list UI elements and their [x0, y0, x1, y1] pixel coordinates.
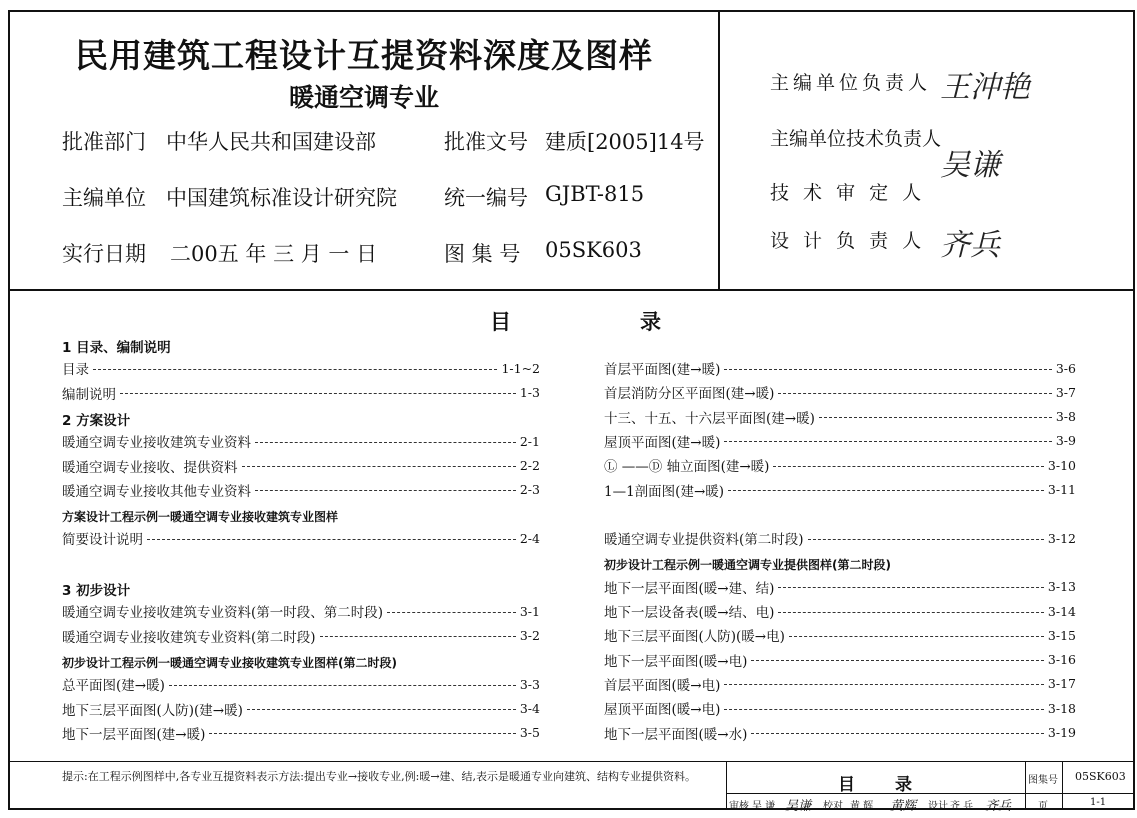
- editor: 中国建筑标准设计研究院: [166, 186, 397, 210]
- toc-entry-page: 3-16: [1047, 652, 1076, 668]
- toc-entry[interactable]: [604, 625, 1076, 645]
- toc-leader-line: [724, 684, 1044, 685]
- toc-entry-page: 2-1: [519, 433, 540, 449]
- toc-entry-label: 简要设计说明: [62, 532, 143, 549]
- toc-entry[interactable]: [62, 674, 540, 694]
- approve-dept: 中华人民共和国建设部: [166, 130, 376, 154]
- design-label: 设计: [928, 801, 948, 812]
- toc-entry-label: 编制说明: [62, 386, 116, 403]
- toc-entry[interactable]: [604, 674, 1076, 694]
- toc-entry-label: 总平面图(建→暖): [62, 678, 165, 695]
- toc-entry-label: Ⓛ ——Ⓓ 轴立面图(建→暖): [604, 459, 770, 476]
- toc-leader-line: [778, 612, 1044, 613]
- toc-leader-line: [773, 466, 1043, 467]
- responsible-signature: 王沖艳: [940, 70, 1030, 105]
- toc-entry-page: 2-2: [519, 458, 540, 473]
- toc-section-heading: 2 方案设计: [62, 412, 131, 429]
- toc-entry[interactable]: [62, 431, 540, 451]
- toc-entry-label: 暖通空调专业接收其他专业资料: [62, 483, 251, 500]
- toc-entry-label: 屋顶平面图(建→暖): [604, 434, 721, 451]
- toc-title-right: 录: [640, 310, 661, 334]
- toc-leader-line: [147, 539, 516, 540]
- toc-entry-label: 十三、十五、十六层平面图(建→暖): [604, 410, 815, 427]
- review-name: 吴 谦: [752, 801, 776, 812]
- editor-label: 主编单位: [62, 186, 146, 210]
- toc-leader-line: [169, 685, 516, 686]
- toc-leader-line: [778, 393, 1052, 394]
- toc-entry[interactable]: [604, 528, 1076, 548]
- toc-subsection-heading: 初步设计工程示例一暖通空调专业提供图样(第二时段): [604, 558, 891, 573]
- sheet-title: 目录: [838, 775, 952, 795]
- responsible-signature: 齐兵: [940, 228, 1000, 263]
- toc-entry[interactable]: [604, 698, 1076, 718]
- toc-entry-page: 3-19: [1047, 725, 1076, 740]
- toc-leader-line: [255, 442, 516, 443]
- design-name: 齐 兵: [950, 801, 974, 812]
- date-label: 实行日期: [62, 242, 146, 266]
- toc-entry-page: 3-3: [519, 676, 540, 692]
- toc-entry-page: 3-7: [1055, 384, 1076, 400]
- toc-entry-page: 3-17: [1047, 676, 1076, 692]
- toc-title-left: 目: [490, 310, 511, 334]
- toc-entry-label: 暖通空调专业接收建筑专业资料: [62, 435, 251, 452]
- toc-entry-page: 3-5: [519, 725, 540, 741]
- unified-no: GJBT-815: [545, 182, 645, 206]
- toc-entry[interactable]: [604, 723, 1076, 743]
- toc-entry-label: 地下一层设备表(暖→结、电): [604, 605, 775, 621]
- toc-leader-line: [819, 417, 1052, 418]
- toc-entry-label: 地下一层平面图(暖→建、结): [604, 580, 775, 597]
- toc-leader-line: [778, 587, 1044, 588]
- toc-entry[interactable]: [604, 577, 1076, 597]
- page-label: 页: [1038, 801, 1048, 812]
- toc-leader-line: [751, 733, 1044, 734]
- footer-note: 提示:在工程示例图样中,各专业互提资料表示方法:提出专业→接收专业,例:暖→建、结,表示是暖通专业向建筑、结构专业提供资料。: [62, 770, 697, 783]
- toc-leader-line: [242, 466, 516, 467]
- toc-entry-page: 3-8: [1055, 409, 1076, 425]
- toc-entry-label: 屋顶平面图(暖→电): [604, 702, 721, 719]
- toc-entry-label: 地下三层平面图(人防)(建→暖): [62, 702, 243, 719]
- toc-entry-label: 首层平面图(建→暖): [604, 362, 721, 378]
- toc-entry[interactable]: [604, 431, 1076, 451]
- toc-entry-page: 2-4: [519, 530, 540, 546]
- toc-entry-label: 地下一层平面图(暖→水): [604, 726, 748, 743]
- toc-entry-page: 3-13: [1047, 579, 1076, 595]
- toc-entry-page: 3-9: [1055, 433, 1076, 449]
- toc-leader-line: [724, 709, 1044, 710]
- toc-subsection-heading: 方案设计工程示例一暖通空调专业接收建筑专业图样: [62, 510, 339, 525]
- toc-entry[interactable]: [62, 626, 540, 646]
- toc-leader-line: [724, 369, 1052, 370]
- toc-entry-label: 地下一层平面图(建→暖): [62, 726, 206, 743]
- page-number: 1-1: [1090, 797, 1107, 808]
- toc-entry[interactable]: [62, 723, 540, 743]
- toc-entry-page: 3-6: [1055, 360, 1076, 376]
- toc-entry-page: 3-2: [519, 628, 540, 644]
- toc-entry[interactable]: [62, 383, 540, 403]
- document-subtitle: 暖通空调专业: [288, 83, 439, 112]
- review-signature: 吴谦: [785, 799, 812, 814]
- toc-leader-line: [724, 441, 1052, 442]
- toc-leader-line: [320, 636, 516, 637]
- atlas-no: 05SK603: [545, 238, 642, 262]
- toc-entry-label: 地下三层平面图(人防)(暖→电): [604, 629, 785, 646]
- responsible-signature: 吴谦: [940, 148, 1000, 183]
- toc-entry-label: 1—1剖面图(建→暖): [604, 483, 725, 500]
- approve-no-label: 批准文号: [444, 130, 528, 154]
- responsible-role: 主编单位负责人: [770, 72, 932, 94]
- approve-dept-label: 批准部门: [62, 130, 146, 154]
- toc-entry[interactable]: [62, 601, 540, 621]
- toc-subsection-heading: 初步设计工程示例一暖通空调专业接收建筑专业图样(第二时段): [62, 655, 397, 670]
- toc-entry-label: 目录: [62, 362, 89, 379]
- footer-vertical-divider: [1025, 761, 1026, 810]
- toc-entry[interactable]: [604, 382, 1076, 402]
- check-signature: 黄辉: [890, 799, 917, 814]
- toc-leader-line: [387, 612, 516, 613]
- toc-leader-line: [728, 490, 1044, 491]
- toc-entry-label: 首层平面图(暖→电): [604, 677, 721, 694]
- toc-entry-label: 首层消防分区平面图(建→暖): [604, 386, 775, 403]
- toc-entry-page: 1-3: [519, 385, 540, 401]
- toc-entry[interactable]: [62, 480, 540, 500]
- review-label: 审核: [729, 801, 749, 812]
- toc-leader-line: [808, 539, 1044, 540]
- footer-divider: [8, 761, 1135, 762]
- toc-leader-line: [120, 393, 516, 394]
- toc-entry-label: 暖通空调专业提供资料(第二时段): [604, 532, 804, 549]
- unified-no-label: 统一编号: [444, 186, 528, 210]
- footer-vertical-divider: [726, 761, 727, 810]
- toc-entry-page: 3-4: [519, 701, 540, 716]
- responsible-role: 主编单位技术负责人: [770, 128, 942, 150]
- toc-entry[interactable]: [604, 480, 1076, 500]
- toc-entry[interactable]: [62, 456, 540, 476]
- check-label: 校对: [823, 801, 843, 812]
- toc-entry-page: 3-18: [1047, 700, 1076, 716]
- toc-leader-line: [751, 660, 1044, 661]
- toc-entry-page: 3-14: [1047, 603, 1076, 619]
- toc-entry[interactable]: [604, 455, 1076, 475]
- toc-entry[interactable]: [604, 601, 1076, 621]
- toc-entry-page: 2-3: [519, 482, 540, 498]
- toc-section-heading: 3 初步设计: [62, 583, 131, 599]
- toc-entry-label: 暖通空调专业接收建筑专业资料(第一时段、第二时段): [62, 605, 384, 622]
- responsible-role: 技 术 审 定 人: [770, 182, 926, 204]
- toc-entry[interactable]: [62, 358, 540, 378]
- toc-leader-line: [789, 636, 1044, 637]
- toc-entry-label: 地下一层平面图(暖→电): [604, 653, 748, 670]
- toc-entry-page: 1-1~2: [501, 360, 540, 376]
- header-vertical-divider: [718, 10, 720, 291]
- toc-entry-page: 3-11: [1047, 482, 1076, 497]
- toc-entry-page: 3-10: [1047, 457, 1076, 473]
- toc-leader-line: [247, 709, 516, 710]
- date: 二00五 年 三 月 一 日: [170, 242, 378, 266]
- toc-entry-label: 暖通空调专业接收建筑专业资料(第二时段): [62, 629, 316, 646]
- toc-leader-line: [255, 490, 516, 491]
- toc-entry[interactable]: [604, 358, 1076, 378]
- toc-entry-page: 3-12: [1047, 530, 1076, 546]
- check-name: 黄 辉: [850, 801, 874, 812]
- toc-section-heading: 1 目录、编制说明: [62, 340, 171, 356]
- design-signature: 齐兵: [985, 799, 1012, 814]
- toc-entry[interactable]: [604, 650, 1076, 670]
- approve-no: 建质[2005]14号: [545, 130, 705, 154]
- header-divider: [8, 289, 1135, 291]
- toc-entry[interactable]: [62, 528, 540, 548]
- atlas-no: 05SK603: [1075, 770, 1126, 783]
- document-title: 民用建筑工程设计互提资料深度及图样: [75, 36, 653, 75]
- toc-entry-page: 3-1: [519, 603, 540, 619]
- atlas-no-label: 图 集 号: [444, 242, 521, 266]
- responsible-role: 设 计 负 责 人: [770, 230, 926, 252]
- toc-entry[interactable]: [604, 407, 1076, 427]
- toc-entry-page: 3-15: [1047, 627, 1076, 643]
- toc-entry-label: 暖通空调专业接收、提供资料: [62, 459, 238, 476]
- atlas-no-label: 图集号: [1028, 775, 1058, 786]
- toc-leader-line: [93, 369, 497, 370]
- toc-leader-line: [209, 733, 516, 734]
- footer-vertical-divider: [1062, 761, 1063, 810]
- toc-entry[interactable]: [62, 699, 540, 719]
